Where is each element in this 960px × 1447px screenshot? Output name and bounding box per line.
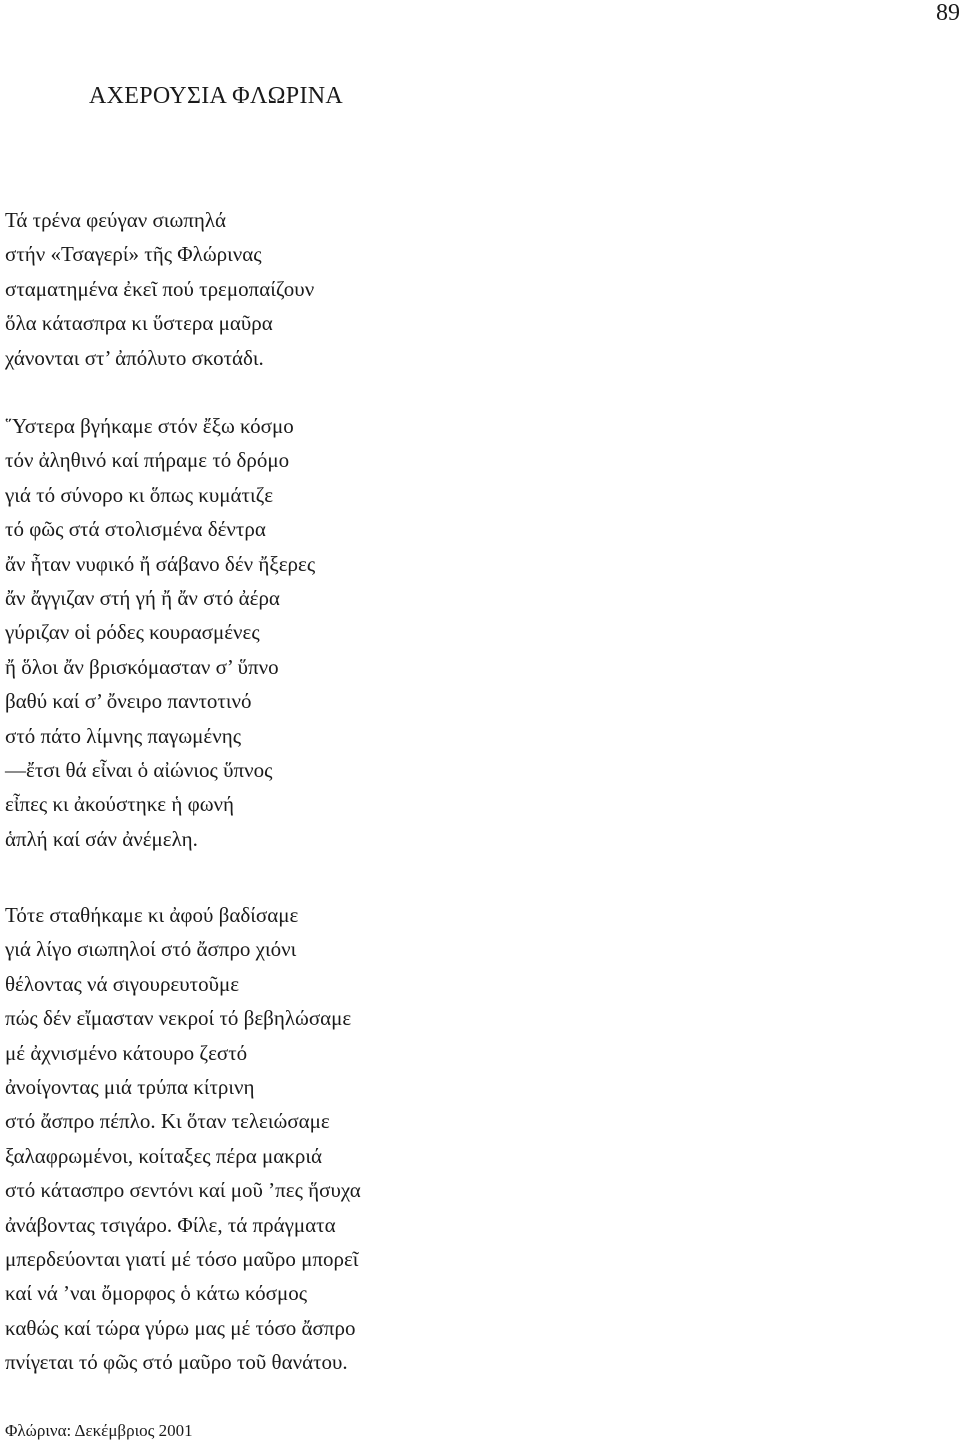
poem-line: εἶπες κι ἀκούστηκε ἡ φωνή xyxy=(5,792,235,817)
poem-line: ὅλα κάτασπρα κι ὕστερα μαῦρα xyxy=(5,311,273,336)
poem-line: —ἔτσι θά εἶναι ὁ αἰώνιος ὕπνος xyxy=(5,757,273,782)
poem-line: καί νά ’ναι ὄμορφος ὁ κάτω κόσμος xyxy=(5,1281,308,1306)
poem-line: σταματημένα ἐκεῖ πού τρεμοπαίζουν xyxy=(5,276,315,301)
poem-line: ξαλαφρωμένοι, κοίταξες πέρα μακριά xyxy=(5,1143,322,1168)
poem-line: χάνονται στ’ ἀπόλυτο σκοτάδι. xyxy=(5,345,264,370)
stanza-2 xyxy=(5,409,315,856)
poem-line: στό κάτασπρο σεντόνι καί μοῦ ’πες ἥσυχα xyxy=(5,1178,361,1203)
poem-line: βαθύ καί σ’ ὄνειρο παντοτινό xyxy=(5,689,252,714)
poem-line: μέ ἀχνισμένο κάτουρο ζεστό xyxy=(5,1040,248,1065)
poem-line: στό ἄσπρο πέπλο. Κι ὅταν τελειώσαμε xyxy=(5,1109,330,1134)
poem-line: ῞Υστερα βγήκαμε στόν ἔξω κόσμο xyxy=(5,414,294,438)
poem-line: ἤ ὅλοι ἄν βρισκόμασταν σ’ ὕπνο xyxy=(5,654,279,679)
poem-line: Τά τρένα φεύγαν σιωπηλά xyxy=(5,208,227,232)
footer-place-date: Φλώρινα: Δεκέμβριος 2001 xyxy=(5,1421,193,1440)
poem-line: Τότε σταθήκαμε κι ἀφού βαδίσαμε xyxy=(5,903,299,927)
poem-line: ἄν ἄγγιζαν στή γή ἤ ἄν στό ἀέρα xyxy=(5,585,280,610)
poem-line: γιά τό σύνορο κι ὅπως κυμάτιζε xyxy=(5,482,274,507)
poem-line: καθώς καί τώρα γύρω μας μέ τόσο ἄσπρο xyxy=(5,1315,356,1340)
poem-line: γύριζαν οἱ ρόδες κουρασμένες xyxy=(5,620,260,645)
stanza-1 xyxy=(5,203,314,375)
poem-line: τό φῶς στά στολισμένα δέντρα xyxy=(5,517,266,542)
poem-line: στήν «Τσαγερί» τῆς Φλώρινας xyxy=(5,242,262,267)
poem-line: στό πάτο λίμνης παγωμένης xyxy=(5,723,242,748)
poem-line: ἀνοίγοντας μιά τρύπα κίτρινη xyxy=(5,1074,255,1099)
poem-line: ἀνάβοντας τσιγάρο. Φίλε, τά πράγματα xyxy=(5,1212,336,1237)
poem-line: θέλοντας νά σιγουρευτοῦμε xyxy=(5,971,240,996)
poem-line: ἄν ἦταν νυφικό ἤ σάβανο δέν ἤξερες xyxy=(5,551,316,576)
poem-line: πώς δέν εἴμασταν νεκροί τό βεβηλώσαμε xyxy=(5,1006,352,1031)
poem-line: ἁπλή καί σάν ἀνέμελη. xyxy=(5,826,198,851)
poem-line: μπερδεύονται γιατί μέ τόσο μαῦρο μπορεῖ xyxy=(5,1246,359,1271)
poem-line: πνίγεται τό φῶς στό μαῦρο τοῦ θανάτου. xyxy=(5,1350,348,1375)
poem-title: ΑΧΕΡΟΥΣΙΑ ΦΛΩΡΙΝΑ xyxy=(89,83,343,109)
poem-line: τόν ἀληθινό καί πήραμε τό δρόμο xyxy=(5,448,290,473)
stanza-3 xyxy=(5,898,361,1379)
page-number: 89 xyxy=(936,0,960,26)
poem-line: γιά λίγο σιωπηλοί στό ἄσπρο χιόνι xyxy=(5,937,297,962)
